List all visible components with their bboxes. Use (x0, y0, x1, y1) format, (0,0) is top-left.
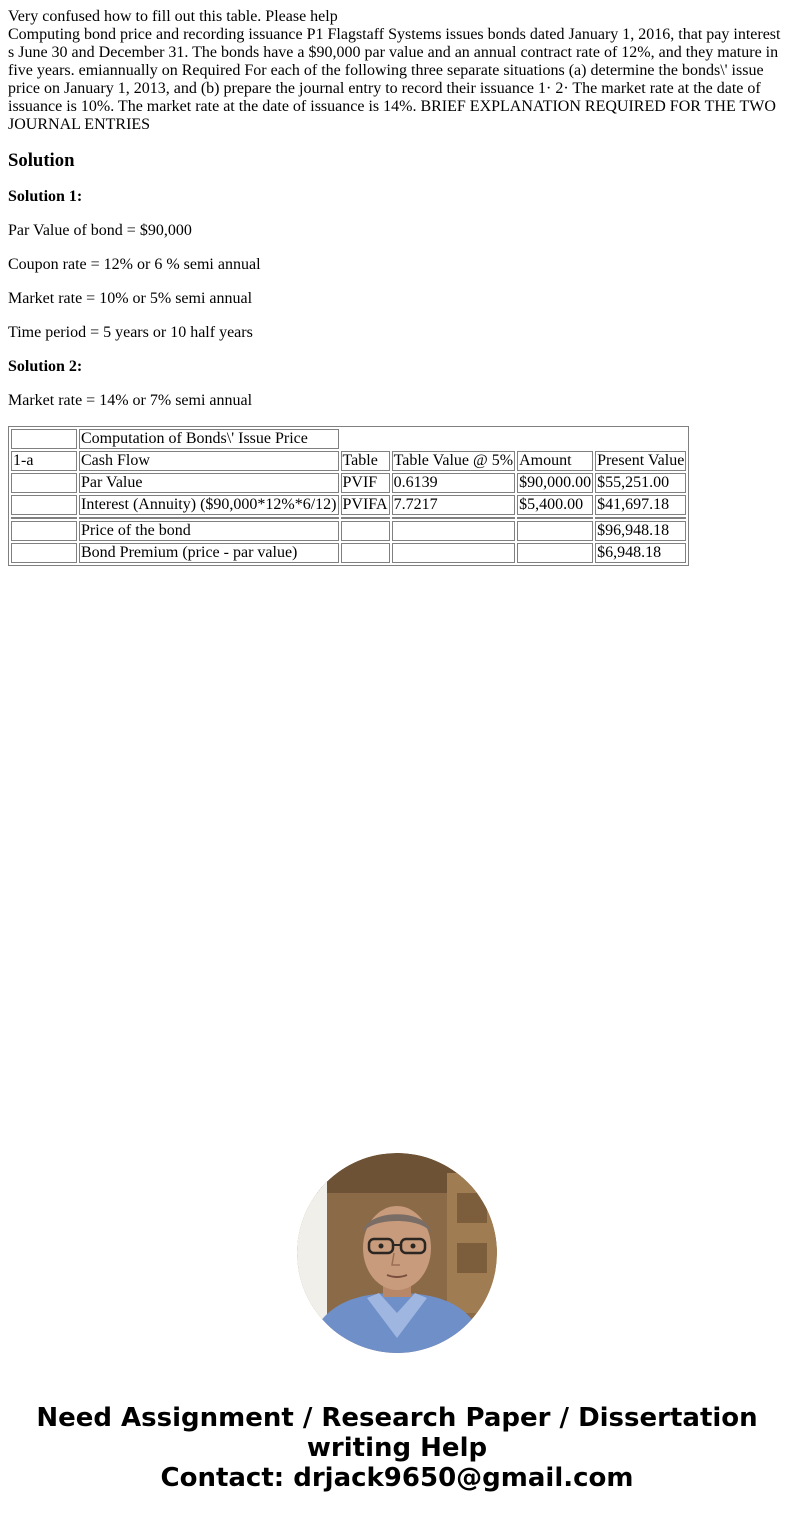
header-present-value: Present Value (597, 452, 685, 469)
bond-premium-label: Bond Premium (price - par value) (79, 543, 339, 563)
coupon-rate-line: Coupon rate = 12% or 6 % semi annual (8, 256, 261, 273)
table-cell-empty (79, 517, 339, 519)
table-cell-empty (341, 521, 390, 541)
issue-price-table (8, 426, 689, 566)
par-value-line: Par Value of bond = $90,000 (8, 222, 192, 239)
table-cell-empty (341, 517, 390, 519)
question-body: Computing bond price and recording issuance P1 Flagstaff Systems issues bonds dated January 1, 2016, that pay interest s June 30 and December 31. The bonds have a $90,000 par value and an annual contract rate of 12%, and they mature in five years. emiannually on Required For each of the following three separate situations (a) determine the bonds\' issue price on January 1, 2013, and (b) prepare the journal entry to record their issuance 1· 2· The market rate at the date of issuance is 10%. The market rate at the date of issuance is 14%. BRIEF EXPLANATION REQUIRED FOR THE TWO JOURNAL ENTRIES (8, 26, 781, 133)
table-cell-empty (517, 517, 593, 519)
amount-cell: $90,000.00 (519, 474, 592, 491)
table-value-cell: 7.7217 (392, 495, 516, 515)
advert-banner (0, 1403, 794, 1493)
table-cell-empty (11, 495, 77, 515)
cash-flow-cell: Par Value (79, 473, 339, 493)
table-row (11, 473, 686, 493)
question-title: Very confused how to fill out this table. Please help (8, 8, 338, 25)
time-period-line: Time period = 5 years or 10 half years (8, 324, 253, 341)
market-rate-1-line: Market rate = 10% or 5% semi annual (8, 290, 253, 307)
table-title: Computation of Bonds\' Issue Price (79, 429, 339, 449)
table-type-cell: PVIFA (342, 496, 388, 513)
solution-heading: Solution (8, 150, 75, 171)
table-cell-empty (11, 517, 77, 519)
advert-contact: Contact: drjack9650@gmail.com (160, 1463, 634, 1493)
solution-1-label: Solution 1: (8, 188, 83, 205)
header-table: Table (341, 451, 390, 471)
table-title-row (11, 429, 686, 449)
table-cell-empty (517, 521, 593, 541)
table-cell-empty (11, 429, 77, 449)
amount-cell: $5,400.00 (517, 495, 593, 515)
table-cell-empty (392, 517, 516, 519)
header-label: 1-a (11, 451, 77, 471)
advert-line-2: writing Help (306, 1433, 488, 1463)
tutor-avatar (297, 1153, 497, 1353)
table-total-row (11, 521, 686, 541)
advert-line-1: Need Assignment / Research Paper / Dissertation (36, 1403, 758, 1433)
present-value-cell: $55,251.00 (595, 473, 686, 493)
table-total-row (11, 543, 686, 563)
solution-2-label: Solution 2: (8, 358, 83, 375)
table-cell-empty (11, 521, 77, 541)
price-of-bond-value: $96,948.18 (595, 521, 686, 541)
table-cell-empty (595, 517, 686, 519)
table-cell-empty (392, 543, 516, 563)
table-cell-empty (517, 543, 593, 563)
table-gap-row (11, 517, 686, 519)
header-amount: Amount (517, 451, 593, 471)
cash-flow-cell: Interest (Annuity) ($90,000*12%*6/12) (81, 496, 337, 513)
bond-premium-value: $6,948.18 (595, 543, 686, 563)
main-content (8, 8, 786, 566)
table-cell-empty (392, 521, 516, 541)
table-row (11, 495, 686, 515)
table-type-cell: PVIF (341, 473, 390, 493)
table-cell-empty (11, 473, 77, 493)
table-header-row (11, 451, 686, 471)
price-of-bond-label: Price of the bond (79, 521, 339, 541)
header-cash-flow: Cash Flow (79, 451, 339, 471)
table-cell-empty (11, 543, 77, 563)
present-value-cell: $41,697.18 (595, 495, 686, 515)
table-value-cell: 0.6139 (392, 473, 516, 493)
tutor-portrait-image (297, 1153, 497, 1353)
header-table-value: Table Value @ 5% (393, 452, 514, 469)
market-rate-2-line: Market rate = 14% or 7% semi annual (8, 392, 253, 409)
table-cell-empty (341, 543, 390, 563)
